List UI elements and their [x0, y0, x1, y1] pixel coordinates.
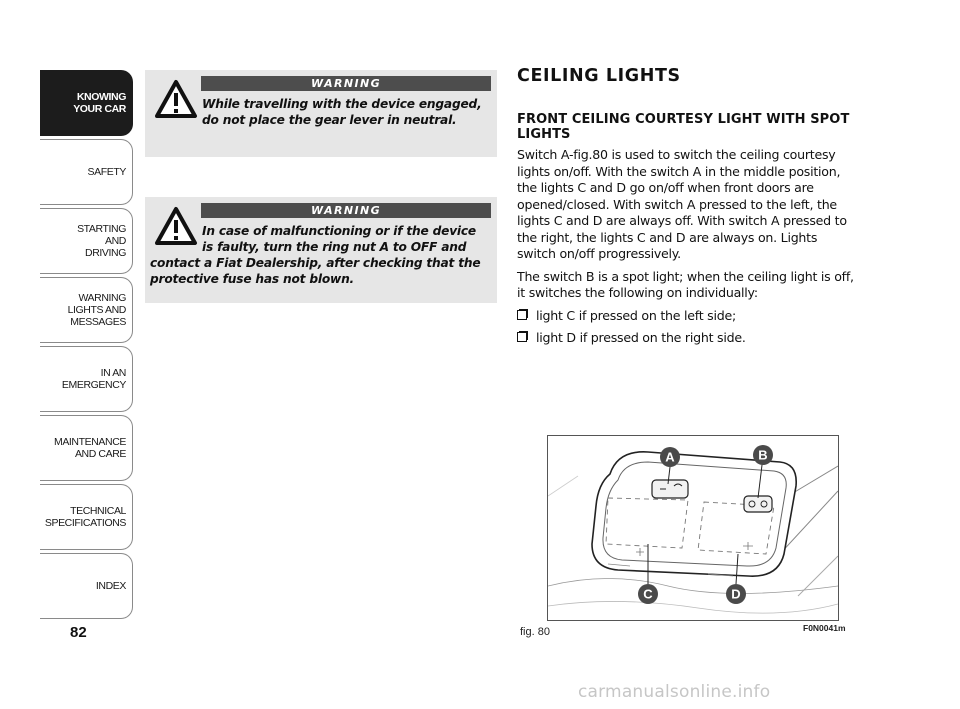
callout-c: C: [643, 586, 653, 602]
section-title: CEILING LIGHTS: [517, 66, 681, 86]
warning-text: While travelling with the device engaged, do not place the gear lever in neutral.: [202, 97, 482, 127]
checkbox-bullet-icon: [517, 310, 527, 320]
tab-technical-specifications[interactable]: [40, 484, 133, 550]
section-subtitle: FRONT CEILING COURTESY LIGHT WITH SPOT LIGHTS: [517, 112, 850, 142]
paragraph-switch-a: Switch A-fig.80 is used to switch the ceiling courtesy lights on/off. With the switch A in the middle position, the lights C and D go on/off when front doors are opened/closed. With switch A pressed to the left, the lights C and D are always off. With switch A pressed to the right, the lights C and D are always on. Lights switch on/off progressively.: [517, 147, 847, 261]
tab-label: TECHNICAL SPECIFICATIONS: [44, 505, 126, 529]
tab-safety[interactable]: [40, 139, 133, 205]
tab-label: WARNING LIGHTS AND MESSAGES: [67, 292, 126, 328]
tab-in-an-emergency[interactable]: [40, 346, 133, 412]
tab-label: IN AN EMERGENCY: [61, 367, 126, 391]
ceiling-light-illustration: [548, 436, 838, 620]
list-item-text: light D if pressed on the right side.: [536, 330, 746, 345]
list-item: [517, 330, 857, 347]
paragraph-switch-b: The switch B is a spot light; when the ceiling light is off, it switches the following on individually:: [517, 268, 854, 300]
tab-label: STARTING AND DRIVING: [77, 223, 126, 259]
figure-caption: fig. 80: [520, 626, 550, 638]
callout-b: B: [758, 447, 768, 463]
tab-warning-lights-and-messages[interactable]: [40, 277, 133, 343]
warning-heading: WARNING: [201, 203, 491, 218]
warning-text: In case of malfunctioning or if the device is faulty, turn the ring nut A to OFF and contact a Fiat Dealership, after checking that the protective fuse has not blown.: [150, 224, 481, 286]
figure-code: F0N0041m: [803, 623, 846, 633]
warning-heading: WARNING: [201, 76, 491, 91]
list-item: [517, 308, 857, 325]
figure-ceiling-light: [547, 435, 839, 621]
ceiling-lights-section: [517, 66, 857, 353]
tab-starting-and-driving[interactable]: [40, 208, 133, 274]
watermark: carmanualsonline.info: [578, 682, 771, 702]
chapter-tabs: [40, 70, 133, 618]
warning-box-ring-nut: [145, 197, 497, 303]
tab-label: MAINTENANCE AND CARE: [53, 436, 126, 460]
tab-label: INDEX: [95, 580, 126, 592]
list-item-text: light C if pressed on the left side;: [536, 307, 736, 323]
tab-knowing-your-car[interactable]: [40, 70, 133, 136]
tab-label: SAFETY: [87, 166, 126, 178]
tab-label: KNOWING YOUR CAR: [73, 91, 126, 115]
tab-maintenance-and-care[interactable]: [40, 415, 133, 481]
warning-box-gear-lever: [145, 70, 497, 157]
callout-a: A: [665, 449, 675, 465]
page-number: 82: [70, 624, 87, 641]
callout-d: D: [731, 586, 741, 602]
checkbox-bullet-icon: [517, 332, 527, 342]
tab-index[interactable]: [40, 553, 133, 619]
